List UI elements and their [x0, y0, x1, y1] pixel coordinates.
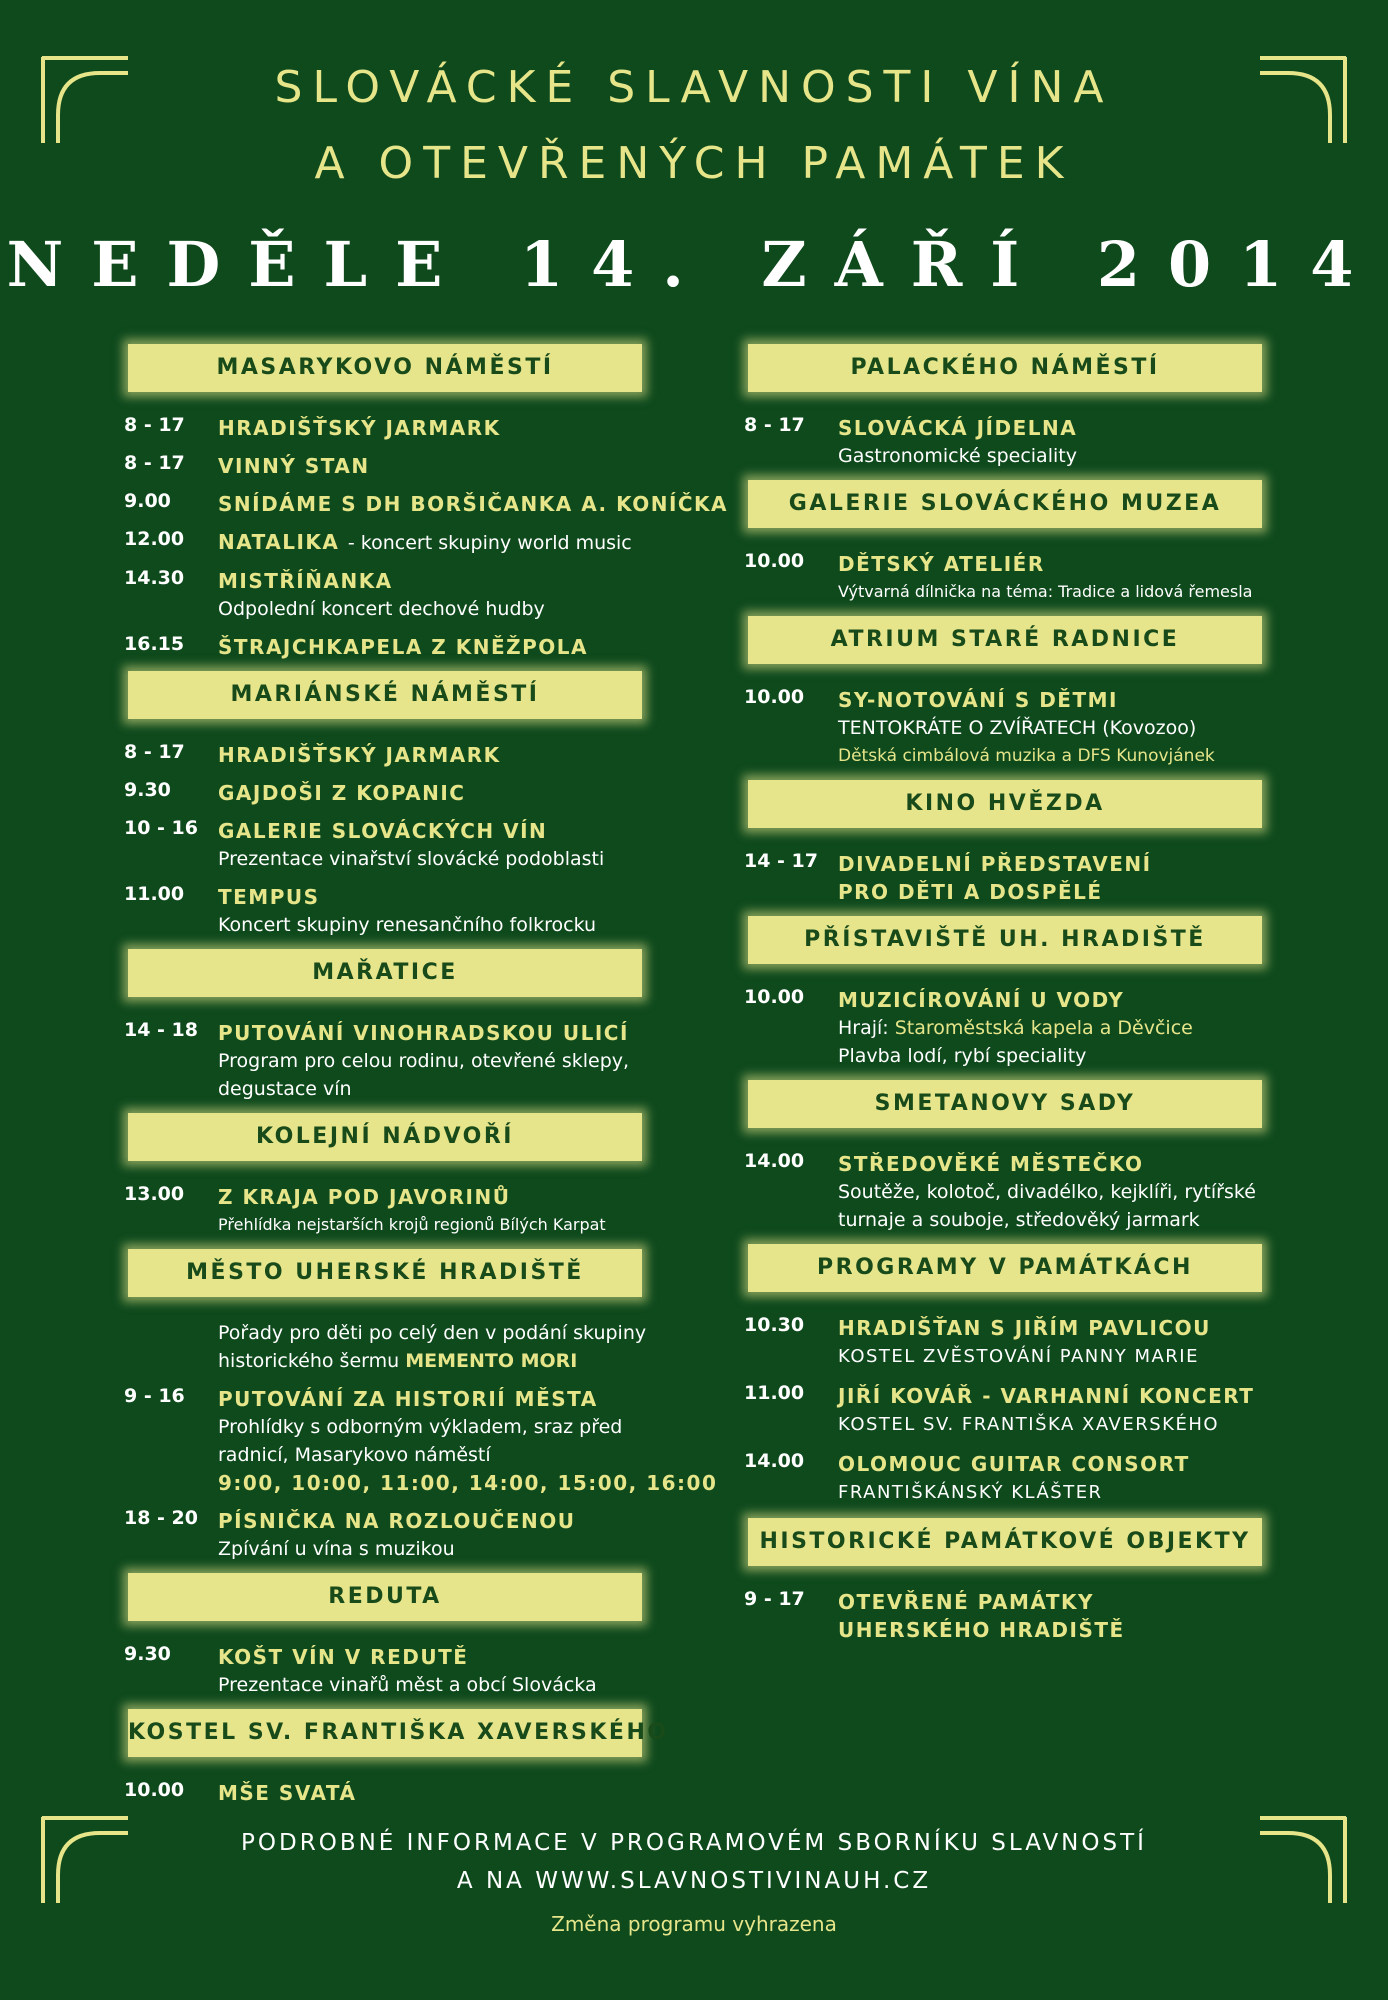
footer-info-line2[interactable]: A NA WWW.SLAVNOSTIVINAUH.CZ: [456, 1868, 932, 1894]
program-item: [122, 1507, 652, 1563]
program-item: [122, 883, 652, 939]
program-item: [122, 1019, 652, 1103]
event-body: [838, 1450, 1272, 1508]
event-time: 18 - 20: [124, 1507, 198, 1529]
event-body: [218, 528, 652, 557]
venue-header: KOLEJNÍ NÁDVOŘÍ: [128, 1113, 642, 1161]
event-description: [838, 714, 1272, 742]
event-title-text: PÍSNIČKA NA ROZLOUČENOU: [218, 1509, 576, 1533]
event-time: 14.30: [124, 567, 185, 589]
event-time: 8 - 17: [124, 452, 185, 474]
event-body: [218, 817, 652, 873]
event-body: [838, 1382, 1272, 1440]
event-body: [838, 986, 1272, 1070]
venue-section: [122, 1113, 652, 1239]
program-item: [742, 986, 1272, 1070]
event-description: [218, 1671, 652, 1699]
event-description: [218, 1047, 652, 1103]
venue-header: REDUTA: [128, 1573, 642, 1621]
event-body: [838, 686, 1272, 770]
event-description: Výtvarná dílnička na téma: Tradice a lidová řemesla: [838, 582, 1253, 601]
venue-section: [122, 671, 652, 939]
event-title-text: ŠTRAJCHKAPELA Z KNĚŽPOLA: [218, 635, 589, 659]
venue-header: SMETANOVY SADY: [748, 1080, 1262, 1128]
program-item: [122, 1319, 652, 1375]
program-item: [122, 528, 652, 557]
event-title: [218, 414, 652, 442]
venue-header: MAŘATICE: [128, 949, 642, 997]
event-title: [838, 850, 1272, 878]
event-title: [218, 817, 652, 845]
event-location: KOSTEL SV. FRANTIŠKA XAVERSKÉHO: [838, 1414, 1220, 1435]
event-description-text: Prohlídky s odborným výkladem, sraz před radnicí, Masarykovo náměstí: [218, 1416, 623, 1466]
event-body: [838, 850, 1272, 906]
program-item: [122, 1385, 718, 1497]
event-title: [838, 986, 1272, 1014]
venue-section: [742, 916, 1272, 1070]
event-title: [218, 633, 652, 661]
event-description-text: Prezentace vinařství slovácké podoblasti: [218, 848, 605, 870]
event-title: [838, 414, 1272, 442]
event-title-text: DIVADELNÍ PŘEDSTAVENÍ: [838, 852, 1152, 876]
event-body: [838, 1150, 1272, 1234]
event-description: [218, 911, 652, 939]
event-performers: Dětská cimbálová muzika a DFS Kunovjánek: [838, 746, 1215, 766]
event-body: [838, 550, 1272, 606]
event-time: 10.00: [744, 686, 805, 708]
event-description-text: Prezentace vinařů měst a obcí Slovácka: [218, 1674, 597, 1696]
event-title: [218, 779, 652, 807]
event-description: [218, 1413, 652, 1469]
event-description: [838, 1042, 1272, 1070]
event-title: [838, 1314, 1272, 1342]
event-time: 14.00: [744, 1150, 805, 1172]
event-description-highlight: MEMENTO MORI: [405, 1350, 578, 1372]
venue-section: [122, 1573, 652, 1699]
event-title-text: GAJDOŠI Z KOPANIC: [218, 781, 466, 805]
event-description: [218, 595, 652, 623]
event-title-text: MISTŘÍŇANKA: [218, 569, 393, 593]
event-description-text: Pořady pro děti po celý den v podání skupiny historického šermu: [218, 1322, 647, 1372]
left-column: [122, 340, 729, 1817]
page-title-line2: A OTEVŘENÝCH PAMÁTEK: [314, 138, 1074, 189]
event-description: [218, 1319, 652, 1375]
event-time: 11.00: [744, 1382, 805, 1404]
event-title: [218, 567, 652, 595]
event-body: [218, 1319, 652, 1375]
event-title: [218, 490, 729, 518]
footer-info-line1: PODROBNÉ INFORMACE V PROGRAMOVÉM SBORNÍKU SLAVNOSTÍ: [241, 1830, 1147, 1856]
program-item: [742, 1150, 1272, 1234]
event-title: [838, 1588, 1272, 1616]
event-title-text: PUTOVÁNÍ ZA HISTORIÍ MĚSTA: [218, 1387, 598, 1411]
event-title-text: SNÍDÁME S DH BORŠIČANKA A. KONÍČKA: [218, 492, 729, 516]
venue-section: [742, 1244, 1272, 1508]
event-title-text: OLOMOUC GUITAR CONSORT: [838, 1452, 1190, 1476]
event-description-text: Odpolední koncert dechové hudby: [218, 598, 545, 620]
program-item: [742, 850, 1272, 906]
event-title: [838, 1450, 1272, 1478]
event-date: NEDĚLE 14. ZÁŘÍ 2014: [6, 228, 1382, 301]
event-time: 14 - 17: [744, 850, 818, 872]
event-title: [218, 1385, 652, 1413]
program-item: [742, 1382, 1272, 1440]
venue-section: [742, 480, 1272, 606]
venue-section: [122, 1249, 718, 1563]
event-time: 10 - 16: [124, 817, 198, 839]
event-time: 8 - 17: [124, 741, 185, 763]
event-time: 9.30: [124, 779, 171, 801]
event-time: 10.00: [744, 550, 805, 572]
venue-header: PALACKÉHO NÁMĚSTÍ: [748, 344, 1262, 392]
venue-header: MASARYKOVO NÁMĚSTÍ: [128, 344, 642, 392]
event-time: 14.00: [744, 1450, 805, 1472]
venue-header: ATRIUM STARÉ RADNICE: [748, 616, 1262, 664]
event-body: [218, 1183, 652, 1239]
event-time: 10.00: [124, 1779, 185, 1801]
program-item: [742, 414, 1272, 470]
event-title-text: TEMPUS: [218, 885, 320, 909]
event-description: [838, 442, 1272, 470]
event-description: [218, 1535, 652, 1563]
event-time: 13.00: [124, 1183, 185, 1205]
program-item: [122, 1643, 652, 1699]
program-item: [122, 741, 652, 769]
program-item: [122, 779, 652, 807]
event-time: 9.30: [124, 1643, 171, 1665]
event-description: [838, 1178, 1272, 1234]
event-body: [218, 1385, 718, 1497]
event-title: [218, 452, 652, 480]
event-body: [218, 1507, 652, 1563]
program-item: [122, 452, 652, 480]
program-item: [742, 1314, 1272, 1372]
event-title: [218, 883, 652, 911]
event-body: [218, 414, 652, 442]
event-description-text: Zpívání u vína s muzikou: [218, 1538, 455, 1560]
program-item: [122, 633, 652, 661]
venue-header: KINO HVĚZDA: [748, 780, 1262, 828]
event-times: 9:00, 10:00, 11:00, 14:00, 15:00, 16:00: [218, 1471, 718, 1495]
event-body: [218, 452, 652, 480]
event-location: KOSTEL ZVĚSTOVÁNÍ PANNY MARIE: [838, 1346, 1199, 1367]
event-title: [218, 1019, 652, 1047]
event-title: [838, 1382, 1272, 1410]
performers-names: Staroměstská kapela a Děvčice: [894, 1017, 1193, 1039]
event-description: Přehlídka nejstarších krojů regionů Bílých Karpat: [218, 1215, 606, 1234]
venue-header: PŘÍSTAVIŠTĚ UH. HRADIŠTĚ: [748, 916, 1262, 964]
event-title: [218, 1507, 652, 1535]
event-time: 8 - 17: [744, 414, 805, 436]
event-title-text: SLOVÁCKÁ JÍDELNA: [838, 416, 1078, 440]
event-title-text: Z KRAJA POD JAVORINŮ: [218, 1185, 511, 1209]
program-item: [742, 686, 1272, 770]
event-title-text: HRADIŠŤSKÝ JARMARK: [218, 743, 501, 767]
event-description-text: Program pro celou rodinu, otevřené sklepy, degustace vín: [218, 1050, 630, 1100]
event-description-text: Plavba lodí, rybí speciality: [838, 1045, 1087, 1067]
event-body: [218, 633, 652, 661]
venue-section: [122, 344, 729, 661]
event-description-text: TENTOKRÁTE O ZVÍŘATECH (Kovozoo): [838, 717, 1197, 739]
venue-section: [742, 344, 1272, 470]
event-body: [838, 414, 1272, 470]
event-title-text: GALERIE SLOVÁCKÝCH VÍN: [218, 819, 548, 843]
event-title-text: NATALIKA: [218, 530, 340, 554]
event-title-text: HRADIŠŤAN S JIŘÍM PAVLICOU: [838, 1316, 1211, 1340]
event-body: [218, 741, 652, 769]
event-title: [838, 686, 1272, 714]
performers-label: Hrají:: [838, 1017, 889, 1039]
event-description: [218, 845, 652, 873]
event-inline-desc: - koncert skupiny world music: [347, 532, 632, 554]
event-time: 10.00: [744, 986, 805, 1008]
venue-section: [742, 616, 1272, 770]
event-time: 11.00: [124, 883, 185, 905]
event-time: 14 - 18: [124, 1019, 198, 1041]
event-title-line2: UHERSKÉHO HRADIŠTĚ: [838, 1618, 1125, 1642]
event-time: 9 - 16: [124, 1385, 185, 1407]
event-performers: [838, 1014, 1272, 1042]
event-title-text: STŘEDOVĚKÉ MĚSTEČKO: [838, 1152, 1144, 1176]
event-location: FRANTIŠKÁNSKÝ KLÁŠTER: [838, 1482, 1103, 1503]
event-body: [218, 490, 729, 518]
event-title-line2: PRO DĚTI A DOSPĚLÉ: [838, 880, 1103, 904]
event-description-text: Soutěže, kolotoč, divadélko, kejklíři, rytířské turnaje a souboje, středověký jarmark: [838, 1181, 1256, 1231]
venue-section: [742, 1518, 1272, 1644]
right-column: [742, 340, 1272, 1654]
event-title: [218, 741, 652, 769]
event-body: [218, 779, 652, 807]
program-item: [742, 550, 1272, 606]
program-item: [742, 1450, 1272, 1508]
venue-section: [742, 1080, 1272, 1234]
venue-header: MARIÁNSKÉ NÁMĚSTÍ: [128, 671, 642, 719]
venue-section: [122, 949, 652, 1103]
event-body: [218, 567, 652, 623]
event-title-text: SY-NOTOVÁNÍ S DĚTMI: [838, 688, 1118, 712]
event-time: 8 - 17: [124, 414, 185, 436]
venue-header: HISTORICKÉ PAMÁTKOVÉ OBJEKTY: [748, 1518, 1262, 1566]
event-body: [838, 1314, 1272, 1372]
program-item: [122, 1779, 652, 1807]
event-body: [218, 1019, 652, 1103]
event-title-text: DĚTSKÝ ATELIÉR: [838, 552, 1045, 576]
event-title-text: HRADIŠŤSKÝ JARMARK: [218, 416, 501, 440]
event-title-text: VINNÝ STAN: [218, 454, 370, 478]
venue-header: GALERIE SLOVÁCKÉHO MUZEA: [748, 480, 1262, 528]
venue-header: KOSTEL SV. FRANTIŠKA XAVERSKÉHO: [128, 1709, 642, 1757]
venue-header: MĚSTO UHERSKÉ HRADIŠTĚ: [128, 1249, 642, 1297]
event-title-text: KOŠT VÍN V REDUTĚ: [218, 1645, 469, 1669]
page-title-line1: SLOVÁCKÉ SLAVNOSTI VÍNA: [274, 62, 1114, 113]
event-title: [218, 1779, 652, 1807]
program-item: [122, 817, 652, 873]
event-time: 9 - 17: [744, 1588, 805, 1610]
program-item: [122, 414, 652, 442]
program-item: [742, 1588, 1272, 1644]
event-title: [838, 550, 1272, 578]
event-title: [218, 528, 652, 557]
event-description-text: Koncert skupiny renesančního folkrocku: [218, 914, 597, 936]
event-time: 10.30: [744, 1314, 805, 1336]
program-item: [122, 490, 729, 518]
event-time: 9.00: [124, 490, 171, 512]
event-title-text: OTEVŘENÉ PAMÁTKY: [838, 1590, 1094, 1614]
event-title-text: MUZICÍROVÁNÍ U VODY: [838, 988, 1125, 1012]
event-description-text: Gastronomické speciality: [838, 445, 1077, 467]
program-item: [122, 1183, 652, 1239]
event-body: [218, 1779, 652, 1807]
venue-header: PROGRAMY V PAMÁTKÁCH: [748, 1244, 1262, 1292]
event-body: [218, 1643, 652, 1699]
event-title-text: JIŘÍ KOVÁŘ - VARHANNÍ KONCERT: [838, 1384, 1255, 1408]
venue-section: [122, 1709, 669, 1807]
event-title: [838, 1150, 1272, 1178]
event-body: [838, 1588, 1272, 1644]
event-title-text: MŠE SVATÁ: [218, 1781, 357, 1805]
footer-disclaimer: Změna programu vyhrazena: [551, 1912, 837, 1936]
event-title: [218, 1643, 652, 1671]
event-body: [218, 883, 652, 939]
event-time: 12.00: [124, 528, 185, 550]
venue-section: [742, 780, 1272, 906]
event-title: [218, 1183, 652, 1211]
program-item: [122, 567, 652, 623]
event-time: 16.15: [124, 633, 185, 655]
event-title-text: PUTOVÁNÍ VINOHRADSKOU ULICÍ: [218, 1021, 629, 1045]
